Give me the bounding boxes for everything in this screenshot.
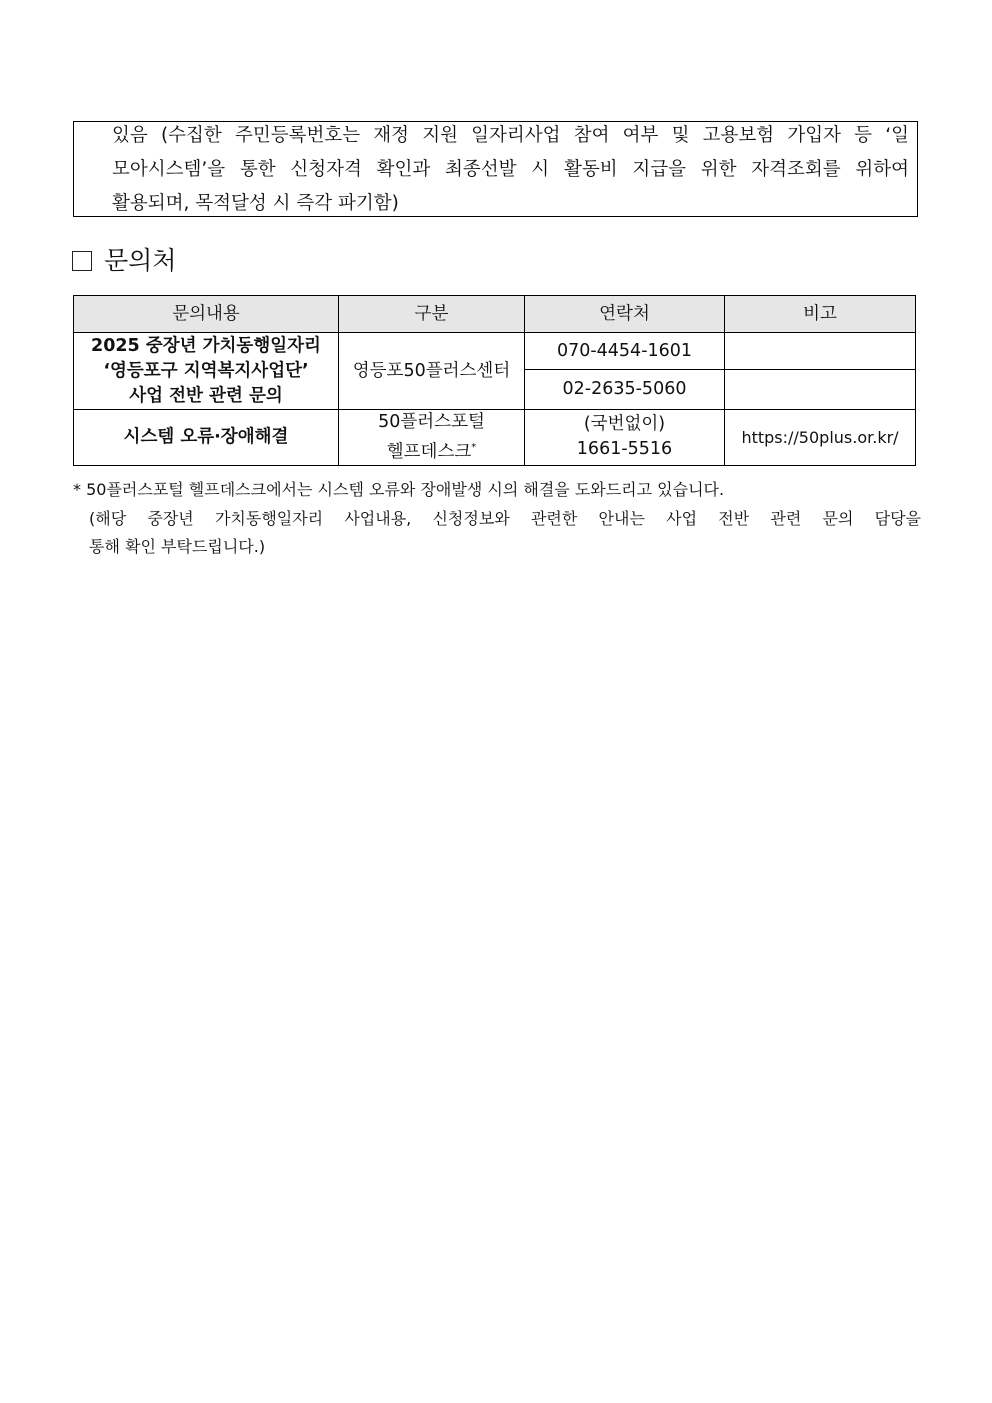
table-header-row — [74, 296, 916, 333]
category-text: 헬프데스크 — [386, 441, 472, 462]
inquiry-content-line: ‘영등포구 지역복지사업단’ — [103, 360, 309, 381]
notice-box — [73, 121, 918, 217]
checkbox-icon — [72, 251, 92, 271]
notice-line-2: 모아시스템’을 통한 신청자격 확인과 최종선발 시 활동비 지급을 위한 자격조회를 위하여 — [112, 159, 909, 180]
section-heading — [72, 244, 176, 278]
category-cell — [339, 410, 525, 466]
section-title: 문의처 — [104, 246, 177, 275]
note-cell — [725, 333, 916, 370]
notice-line-3: 활용되며, 목적달성 시 즉각 파기함) — [112, 193, 399, 214]
table-row — [74, 410, 916, 466]
category-cell: 영등포50플러스센터 — [339, 333, 525, 410]
notice-line-1: 있음 (수집한 주민등록번호는 재정 지원 일자리사업 참여 여부 및 고용보험 가입자 등 ‘일 — [112, 125, 909, 146]
phone-cell: 02-2635-5060 — [525, 370, 725, 410]
category-line: 50플러스포털 — [378, 412, 485, 432]
inquiry-content-line: 2025 중장년 가치동행일자리 — [91, 335, 321, 356]
phone-cell: 070-4454-1601 — [525, 333, 725, 370]
table-row — [74, 333, 916, 370]
contact-cell — [525, 410, 725, 466]
inquiry-content-cell — [74, 333, 339, 410]
footnote-line-1: * 50플러스포털 헬프데스크에서는 시스템 오류와 장애발생 시의 해결을 도와드리고 있습니다. — [73, 480, 725, 499]
contact-table — [73, 295, 916, 466]
contact-line: (국번없이) — [583, 414, 666, 435]
header-content: 문의내용 — [74, 296, 339, 333]
header-category: 구분 — [339, 296, 525, 333]
header-contact: 연락처 — [525, 296, 725, 333]
note-cell — [725, 370, 916, 410]
inquiry-content-cell: 시스템 오류·장애해결 — [74, 410, 339, 466]
inquiry-content-line: 사업 전반 관련 문의 — [129, 385, 283, 406]
contact-line: 1661-5516 — [576, 439, 673, 460]
category-line — [343, 435, 520, 465]
footnote-line-3: 통해 확인 부탁드립니다.) — [89, 537, 266, 556]
footnote-line-2: (해당 중장년 가치동행일자리 사업내용, 신청정보와 관련한 안내는 사업 전반 관련 문의 담당을 — [89, 509, 921, 528]
header-note: 비고 — [725, 296, 916, 333]
url-cell[interactable]: https://50plus.or.kr/ — [725, 410, 916, 466]
footnote-mark: * — [471, 442, 477, 453]
